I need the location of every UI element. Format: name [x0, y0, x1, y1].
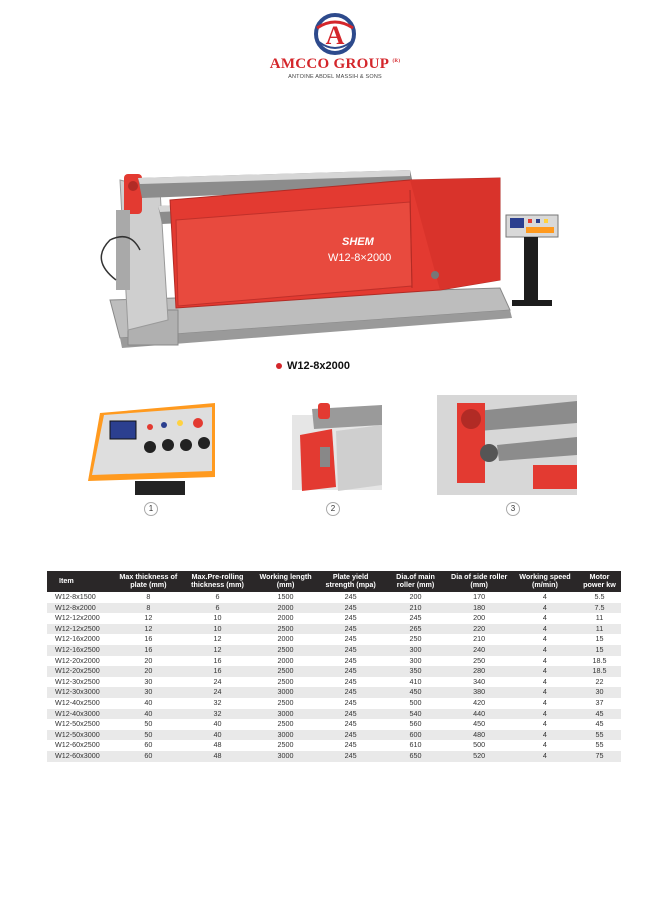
cell-item: W12-60x3000 [47, 751, 116, 762]
col-header-side-roller: Dia of side roller (mm) [446, 571, 511, 592]
cell-working-speed: 4 [542, 740, 547, 750]
cell-pre-rolling: 10 [181, 624, 255, 635]
cell-side-roller: 500 [473, 740, 486, 750]
cell-item: W12-50x2500 [55, 719, 100, 729]
cell-max-thickness: 60 [144, 740, 153, 750]
cell-motor-power: 45 [578, 709, 621, 720]
cell-max-thickness: 20 [144, 655, 153, 665]
cell-pre-rolling: 32 [213, 697, 222, 707]
table-row [47, 592, 621, 603]
cell-yield-strength: 245 [344, 676, 357, 686]
cell-motor-power: 18.5 [578, 666, 621, 677]
cell-main-roller: 450 [385, 687, 447, 698]
cell-working-speed: 4 [542, 634, 547, 644]
cell-working-length: 2500 [277, 676, 294, 686]
detail-image-side-frame [292, 395, 382, 500]
cell-pre-rolling: 6 [181, 603, 255, 614]
table-body [47, 592, 621, 762]
cell-pre-rolling: 48 [213, 740, 222, 750]
cell-main-roller: 540 [385, 709, 447, 720]
table-row [47, 603, 621, 614]
cell-pre-rolling: 24 [213, 676, 222, 686]
col-header-main-roller: Dia.of main roller (mm) [385, 571, 447, 592]
cell-working-length: 2500 [254, 666, 316, 677]
logo-letter: A [325, 21, 345, 50]
table-row [47, 634, 621, 645]
cell-item: W12-30x3000 [47, 687, 116, 698]
detail-number-2: 2 [326, 502, 340, 516]
cell-side-roller: 180 [446, 603, 511, 614]
col-header-pre-rolling: Max.Pre-rolling thickness (mm) [181, 571, 255, 592]
company-logo [255, 12, 415, 87]
cell-yield-strength: 245 [344, 613, 357, 623]
cell-motor-power: 18.5 [592, 655, 607, 665]
cell-yield-strength: 245 [317, 666, 385, 677]
cell-working-speed: 4 [512, 751, 578, 762]
table-row [47, 666, 621, 677]
cell-main-roller: 250 [409, 634, 422, 644]
cell-motor-power: 55 [578, 730, 621, 741]
cell-max-thickness: 30 [116, 687, 180, 698]
machine-model-label: W12-8×2000 [328, 252, 392, 264]
table-row [47, 730, 621, 741]
cell-max-thickness: 20 [116, 666, 180, 677]
cell-side-roller: 210 [473, 634, 486, 644]
cell-motor-power: 22 [595, 676, 604, 686]
col-header-working-speed: Working speed (m/min) [512, 571, 578, 592]
machine-brand-label: SHEM [342, 236, 374, 248]
cell-working-length: 2000 [277, 613, 294, 623]
roller-end-icon [437, 395, 577, 495]
cell-working-speed: 4 [542, 655, 547, 665]
cell-item: W12-12x2000 [55, 613, 100, 623]
cell-side-roller: 420 [473, 697, 486, 707]
model-caption [276, 360, 350, 372]
cell-side-roller: 170 [473, 592, 486, 601]
cell-working-length: 3000 [254, 709, 316, 720]
cell-max-thickness: 12 [144, 613, 153, 623]
cell-working-length: 2500 [254, 645, 316, 656]
control-panel-icon [80, 395, 220, 495]
cell-yield-strength: 245 [344, 719, 357, 729]
cell-item: W12-30x2500 [55, 676, 100, 686]
cell-working-length: 3000 [254, 730, 316, 741]
table-row [47, 645, 621, 656]
cell-main-roller: 210 [385, 603, 447, 614]
cell-working-speed: 4 [542, 613, 547, 623]
cell-side-roller: 280 [446, 666, 511, 677]
cell-side-roller: 380 [446, 687, 511, 698]
table-row [47, 709, 621, 720]
cell-yield-strength: 245 [317, 687, 385, 698]
cell-item: W12-40x3000 [47, 709, 116, 720]
cell-max-thickness: 60 [116, 751, 180, 762]
cell-side-roller: 340 [473, 676, 486, 686]
cell-working-length: 2500 [277, 719, 294, 729]
cell-working-speed: 4 [542, 697, 547, 707]
cell-motor-power: 11 [578, 624, 621, 635]
cell-item: W12-8x1500 [55, 592, 96, 601]
cell-yield-strength: 245 [344, 592, 357, 601]
cell-pre-rolling: 40 [213, 719, 222, 729]
cell-working-speed: 4 [512, 730, 578, 741]
cell-working-speed: 4 [512, 624, 578, 635]
globe-logo-icon [307, 12, 363, 56]
cell-working-length: 2000 [277, 655, 294, 665]
cell-max-thickness: 50 [116, 730, 180, 741]
table-row [47, 687, 621, 698]
spec-table [47, 571, 621, 762]
brand-name [255, 56, 415, 73]
table-header-row [47, 571, 621, 592]
detail-image-control-panel [80, 395, 220, 500]
cell-main-roller: 265 [385, 624, 447, 635]
cell-main-roller: 560 [409, 719, 422, 729]
cell-yield-strength: 245 [344, 634, 357, 644]
cell-max-thickness: 50 [144, 719, 153, 729]
cell-side-roller: 240 [446, 645, 511, 656]
cell-item: W12-40x2500 [55, 697, 100, 707]
table-row [47, 613, 621, 624]
cell-main-roller: 300 [409, 655, 422, 665]
cell-yield-strength: 245 [317, 730, 385, 741]
cell-motor-power: 55 [595, 740, 604, 750]
cell-item: W12-12x2500 [47, 624, 116, 635]
cell-working-speed: 4 [512, 709, 578, 720]
cell-working-speed: 4 [512, 666, 578, 677]
bullet-icon [276, 363, 282, 369]
model-caption-text: W12-8x2000 [287, 360, 350, 372]
cell-side-roller: 220 [446, 624, 511, 635]
cell-motor-power: 75 [578, 751, 621, 762]
brand-name-text: AMCCO GROUP [269, 56, 389, 72]
col-header-max-thickness: Max thickness of plate (mm) [116, 571, 180, 592]
cell-pre-rolling: 6 [215, 592, 220, 601]
cell-side-roller: 250 [473, 655, 486, 665]
cell-motor-power: 45 [595, 719, 604, 729]
cell-motor-power: 5.5 [594, 592, 605, 601]
cell-working-length: 3000 [254, 751, 316, 762]
cell-working-speed: 4 [512, 645, 578, 656]
cell-side-roller: 450 [473, 719, 486, 729]
cell-yield-strength: 245 [317, 751, 385, 762]
cell-pre-rolling: 16 [213, 655, 222, 665]
cell-main-roller: 300 [385, 645, 447, 656]
cell-max-thickness: 8 [146, 592, 151, 601]
cell-working-length: 2500 [254, 624, 316, 635]
cell-yield-strength: 245 [344, 740, 357, 750]
cell-pre-rolling: 48 [181, 751, 255, 762]
cell-main-roller: 610 [409, 740, 422, 750]
cell-main-roller: 600 [385, 730, 447, 741]
cell-main-roller: 245 [409, 613, 422, 623]
col-header-motor-power: Motor power kw [578, 571, 621, 592]
cell-working-length: 2500 [277, 697, 294, 707]
detail-number-3: 3 [506, 502, 520, 516]
cell-max-thickness: 30 [144, 676, 153, 686]
cell-pre-rolling: 16 [181, 666, 255, 677]
cell-pre-rolling: 40 [181, 730, 255, 741]
cell-yield-strength: 245 [317, 709, 385, 720]
cell-side-roller: 480 [446, 730, 511, 741]
table-row [47, 656, 621, 667]
cell-working-length: 2000 [254, 603, 316, 614]
cell-motor-power: 37 [595, 697, 604, 707]
cell-motor-power: 7.5 [578, 603, 621, 614]
table-row [47, 677, 621, 688]
cell-pre-rolling: 10 [213, 613, 222, 623]
detail-number-1: 1 [144, 502, 158, 516]
machine-image [80, 160, 580, 360]
table-row [47, 698, 621, 709]
cell-main-roller: 350 [385, 666, 447, 677]
table-row [47, 751, 621, 762]
cell-pre-rolling: 12 [213, 634, 222, 644]
cell-max-thickness: 8 [116, 603, 180, 614]
cell-working-speed: 4 [542, 592, 547, 601]
cell-main-roller: 410 [409, 676, 422, 686]
cell-yield-strength: 245 [317, 603, 385, 614]
cell-yield-strength: 245 [344, 655, 357, 665]
cell-max-thickness: 40 [144, 697, 153, 707]
cell-main-roller: 200 [409, 592, 422, 601]
cell-max-thickness: 16 [116, 645, 180, 656]
cell-motor-power: 11 [595, 613, 604, 623]
cell-item: W12-60x2500 [55, 740, 100, 750]
cell-yield-strength: 245 [344, 697, 357, 707]
col-header-working-length: Working length (mm) [254, 571, 316, 592]
cell-item: W12-50x3000 [47, 730, 116, 741]
brand-subtitle: ANTOINE ABDEL MASSIH & SONS [288, 74, 382, 80]
cell-side-roller: 440 [446, 709, 511, 720]
cell-item: W12-20x2500 [47, 666, 116, 677]
cell-item: W12-16x2000 [55, 634, 100, 644]
side-frame-icon [292, 395, 382, 495]
table-row [47, 740, 621, 751]
cell-main-roller: 500 [409, 697, 422, 707]
table-row [47, 624, 621, 635]
cell-pre-rolling: 32 [181, 709, 255, 720]
cell-working-length: 2500 [277, 740, 294, 750]
detail-image-roller-end [437, 395, 577, 500]
cell-side-roller: 200 [473, 613, 486, 623]
cell-working-speed: 4 [512, 603, 578, 614]
cell-working-length: 3000 [254, 687, 316, 698]
cell-working-speed: 4 [542, 676, 547, 686]
cell-motor-power: 30 [578, 687, 621, 698]
cell-yield-strength: 245 [317, 624, 385, 635]
cell-item: W12-8x2000 [47, 603, 116, 614]
cell-max-thickness: 12 [116, 624, 180, 635]
cell-pre-rolling: 12 [181, 645, 255, 656]
cell-item: W12-20x2000 [55, 655, 100, 665]
cell-working-speed: 4 [512, 687, 578, 698]
cell-motor-power: 15 [578, 645, 621, 656]
cell-working-speed: 4 [542, 719, 547, 729]
table-row [47, 719, 621, 730]
cell-max-thickness: 16 [144, 634, 153, 644]
cell-working-length: 1500 [277, 592, 294, 601]
cell-working-length: 2000 [277, 634, 294, 644]
col-header-yield-strength: Plate yield strength (mpa) [317, 571, 385, 592]
cell-main-roller: 650 [385, 751, 447, 762]
cell-pre-rolling: 24 [181, 687, 255, 698]
cell-yield-strength: 245 [317, 645, 385, 656]
cell-max-thickness: 40 [116, 709, 180, 720]
col-header-item: Item [47, 571, 116, 592]
cell-motor-power: 15 [595, 634, 604, 644]
cell-item: W12-16x2500 [47, 645, 116, 656]
registered-mark: (R) [392, 59, 401, 64]
cell-side-roller: 520 [446, 751, 511, 762]
